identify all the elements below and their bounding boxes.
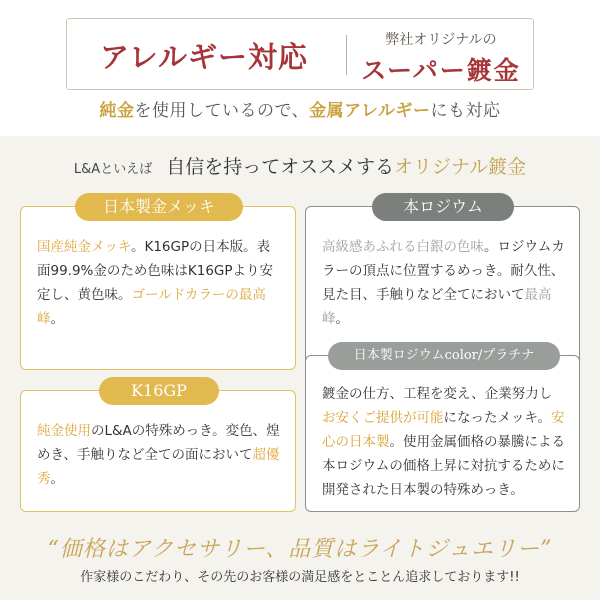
super-plating-title: スーパー鍍金	[361, 56, 521, 85]
footer-message: 作家様のこだわり、その先のお客様の満足感をとことん追求しております!!	[80, 570, 520, 585]
k16gp-description	[37, 419, 281, 491]
original-label: 弊社オリジナルの	[385, 32, 497, 48]
top-banner	[0, 0, 600, 136]
japan-plating-description	[37, 235, 281, 331]
section-headline	[0, 152, 600, 179]
rhodium-description	[322, 235, 565, 331]
tag-k16gp: K16GP	[99, 377, 219, 405]
plating-panel	[0, 136, 600, 600]
card-japan-gold-plating	[20, 197, 296, 370]
headline-accent: オリジナル鍍金	[394, 156, 527, 178]
allergy-title: アレルギー対応	[99, 39, 309, 74]
card-k16gp	[20, 381, 296, 512]
pure-gold-text: 純金	[99, 101, 135, 121]
japan-plating-gold-text-2: ゴールドカラーの最高峰	[37, 287, 266, 327]
subtitle-end: にも対応	[430, 101, 501, 121]
rhodium-color-gold-text-2: 安心の日本製	[322, 410, 565, 450]
rhodium-color-text-2: になったメッキ。	[443, 410, 551, 426]
headline-main: 自信を持ってオススメする	[166, 156, 395, 178]
metal-allergy-text: 金属アレルギー	[309, 101, 431, 121]
quality-quote: “価格はアクセサリー、品質はライトジュエリー”	[47, 537, 553, 562]
japan-plating-end: 。	[50, 311, 64, 327]
rhodium-color-text: 鍍金の仕方、工程を変え、企業努力し	[322, 386, 553, 402]
rhodium-color-gold-text: お安くご提供が可能	[322, 410, 444, 426]
rhodium-color-text-3: 。使用金属価格の暴騰による本ロジウムの価格上昇に対抗するために開発された日本製の特殊めっき。	[322, 434, 565, 498]
rhodium-end: 。	[335, 311, 349, 327]
allergy-subtitle	[0, 96, 600, 121]
rhodium-color-description	[322, 382, 565, 502]
card-rhodium-color	[305, 348, 580, 512]
headline-lead: L&Aといえば	[73, 162, 153, 177]
k16gp-gold-text-2: 超優秀	[37, 447, 280, 487]
k16gp-text: のL&Aの特殊めっき。変色、煌めき、手触りなど全ての面において	[37, 423, 280, 463]
japan-plating-text: 。K16GPの日本版。表面99.9%金のため色味はK16GPより安定し、黄色味。	[37, 239, 274, 303]
rhodium-text: 。ロジウムカラーの頂点に位置するめっき。耐久性、見た目、手触りなど全てにおいて	[322, 239, 565, 303]
subtitle-mid: を使用しているので、	[134, 101, 310, 121]
k16gp-gold-text: 純金使用	[37, 423, 91, 439]
k16gp-end: 。	[50, 471, 64, 487]
tag-japan-gold-plating: 日本製金メッキ	[75, 193, 243, 221]
title-frame	[66, 18, 534, 90]
rhodium-gray-text: 高級感あふれる白銀の色味	[322, 239, 484, 255]
tag-rhodium-color: 日本製ロジウムcolor/プラチナ	[328, 342, 560, 370]
tag-rhodium: 本ロジウム	[372, 193, 514, 221]
rhodium-gray-text-2: 最高峰	[322, 287, 552, 327]
japan-plating-gold-text: 国産純金メッキ	[37, 239, 131, 255]
super-plating-block	[355, 25, 527, 85]
frame-divider	[346, 35, 347, 75]
